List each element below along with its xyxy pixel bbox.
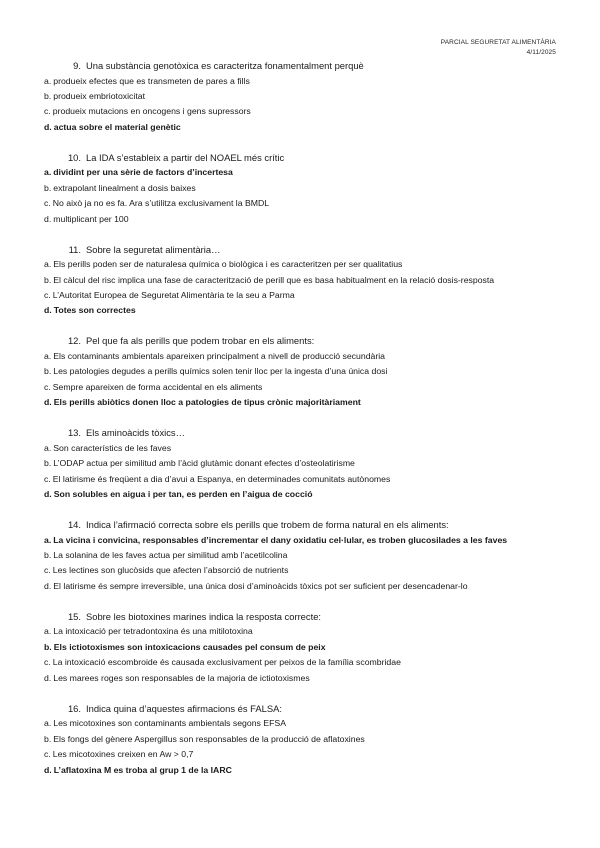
question-title bbox=[44, 242, 558, 258]
option-text: La intoxicació per tetradontoxina és una mitilotoxina bbox=[53, 626, 253, 637]
option-text: El latirisme és freqüent a dia d’avui a Espanya, en determinades comunitats autònomes bbox=[52, 473, 391, 484]
answer-option-correct bbox=[44, 165, 558, 180]
option-letter: a. bbox=[44, 351, 52, 362]
option-text: El càlcul del risc implica una fase de caracterització de perill que es basa habitualment en la relació dosis-resposta bbox=[53, 274, 495, 285]
option-letter: c. bbox=[44, 749, 51, 760]
option-text: actua sobre el material genètic bbox=[53, 121, 181, 132]
question-block bbox=[44, 242, 558, 319]
answer-option bbox=[44, 288, 558, 303]
option-letter: d. bbox=[44, 397, 52, 408]
option-text: No això ja no es fa. Ara s’utilitza exclusivament la BMDL bbox=[52, 198, 270, 209]
question-text: Una substància genotòxica es caracteritza fonamentalment perquè bbox=[86, 60, 364, 71]
option-text: Els fongs del gènere Aspergillus son responsables de la producció de aflatoxines bbox=[53, 733, 365, 744]
option-letter: a. bbox=[44, 626, 52, 637]
question-text: Indica quina d’aquestes afirmacions és FALSA: bbox=[86, 702, 282, 714]
option-text: Els contaminants ambientals apareixen principalment a nivell de producció secundària bbox=[53, 351, 386, 362]
option-letter: b. bbox=[44, 550, 52, 561]
option-text: Les marees roges son responsables de la majoria de ictiotoxismes bbox=[53, 672, 310, 683]
option-letter: c. bbox=[44, 106, 51, 117]
question-number: 12. bbox=[67, 335, 81, 347]
option-letter: b. bbox=[44, 366, 52, 377]
question-number: 9. bbox=[73, 60, 81, 71]
answer-option bbox=[44, 441, 558, 456]
question-title bbox=[44, 333, 558, 349]
question-list bbox=[44, 58, 558, 793]
option-text: L’ODAP actua per similitud amb l’àcid glutàmic donant efectes d’osteolatirisme bbox=[53, 458, 355, 469]
question-text: Indica l’afirmació correcta sobre els perills que trobem de forma natural en els aliments: bbox=[86, 519, 449, 531]
option-text: Els perills poden ser de naturalesa química o biològica i es caracteritzen per ser qualitatius bbox=[53, 259, 403, 270]
option-letter: a. bbox=[44, 534, 52, 545]
answer-option-correct bbox=[44, 763, 558, 778]
option-text: Son característics de les faves bbox=[53, 442, 172, 453]
answer-option bbox=[44, 74, 558, 89]
question-text: Els aminoàcids tòxics… bbox=[86, 427, 185, 439]
question-block bbox=[44, 517, 558, 594]
question-number: 14. bbox=[67, 519, 81, 531]
question-number: 16. bbox=[67, 702, 81, 714]
option-letter: a. bbox=[44, 442, 52, 453]
question-title bbox=[44, 701, 558, 717]
answer-option bbox=[44, 548, 558, 563]
question-title bbox=[44, 150, 558, 166]
option-letter: d. bbox=[44, 213, 52, 224]
option-text: La vicina i convicina, responsables d’incrementar el dany oxidatiu cel·lular, es troben glucosilades a les faves bbox=[53, 534, 508, 545]
option-text: Totes son correctes bbox=[53, 305, 136, 316]
option-letter: b. bbox=[44, 182, 52, 193]
question-block bbox=[44, 150, 558, 227]
option-letter: c. bbox=[44, 290, 51, 301]
question-block bbox=[44, 425, 558, 502]
option-letter: b. bbox=[44, 458, 52, 469]
option-letter: c. bbox=[44, 473, 51, 484]
answer-option bbox=[44, 456, 558, 471]
answer-option-correct bbox=[44, 303, 558, 318]
option-text: Les micotoxines creixen en Aw > 0,7 bbox=[52, 749, 194, 760]
question-block bbox=[44, 701, 558, 778]
question-block bbox=[44, 333, 558, 410]
answer-option bbox=[44, 196, 558, 211]
answer-option-correct bbox=[44, 395, 558, 410]
question-text: Sobre la seguretat alimentària… bbox=[86, 243, 221, 255]
option-text: produeix embriotoxicitat bbox=[53, 91, 145, 101]
answer-option-correct bbox=[44, 120, 558, 135]
option-text: dividint per una sèrie de factors d’incertesa bbox=[53, 167, 233, 178]
question-number: 10. bbox=[67, 151, 81, 163]
option-letter: a. bbox=[44, 718, 52, 729]
option-letter: d. bbox=[44, 764, 52, 775]
option-text: multiplicant per 100 bbox=[53, 213, 129, 224]
answer-option bbox=[44, 212, 558, 227]
answer-option bbox=[44, 104, 558, 119]
question-title bbox=[44, 58, 558, 74]
question-title bbox=[44, 609, 558, 625]
option-text: L’Autoritat Europea de Seguretat Alimentària te la seu a Parma bbox=[52, 290, 295, 301]
answer-option bbox=[44, 349, 558, 364]
option-text: Els perills abiòtics donen lloc a patologies de tipus crònic majoritàriament bbox=[53, 397, 361, 408]
question-title bbox=[44, 517, 558, 533]
option-letter: a. bbox=[44, 75, 52, 86]
question-text: La IDA s’estableix a partir del NOAEL més crític bbox=[86, 151, 285, 163]
answer-option bbox=[44, 181, 558, 196]
option-text: Les patologies degudes a perills químics solen tenir lloc per la ingesta d’una única dosi bbox=[53, 366, 388, 377]
question-number: 15. bbox=[67, 610, 81, 622]
option-letter: c. bbox=[44, 381, 51, 392]
answer-option-correct bbox=[44, 533, 558, 548]
option-letter: b. bbox=[44, 91, 52, 101]
question-text: Pel que fa als perills que podem trobar en els aliments: bbox=[86, 335, 315, 347]
option-text: L’aflatoxina M es troba al grup 1 de la IARC bbox=[53, 764, 232, 775]
option-text: produeix efectes que es transmeten de pares a fills bbox=[53, 75, 250, 86]
option-text: La solanina de les faves actua per similitud amb l’acetilcolina bbox=[53, 550, 288, 561]
question-block bbox=[44, 609, 558, 686]
option-letter: a. bbox=[44, 167, 52, 178]
answer-option bbox=[44, 747, 558, 762]
option-letter: d. bbox=[44, 580, 52, 591]
option-text: La intoxicació escombroide és causada exclusivament per peixos de la família scombridae bbox=[52, 657, 401, 668]
option-letter: d. bbox=[44, 672, 52, 683]
option-text: Els ictiotoxismes son intoxicacions causades pel consum de peix bbox=[53, 641, 326, 652]
answer-option bbox=[44, 563, 558, 578]
option-text: extrapolant linealment a dosis baixes bbox=[53, 182, 196, 193]
option-letter: a. bbox=[44, 259, 52, 270]
option-text: produeix mutacions en oncogens i gens supressors bbox=[52, 106, 251, 117]
option-letter: b. bbox=[44, 733, 52, 744]
option-letter: c. bbox=[44, 198, 51, 209]
option-letter: b. bbox=[44, 274, 52, 285]
answer-option bbox=[44, 472, 558, 487]
answer-option bbox=[44, 364, 558, 379]
option-text: El latirisme és sempre irreversible, una única dosi d’aminoàcids tòxics pot ser suficient per desencadenar-lo bbox=[53, 580, 468, 591]
option-text: Son solubles en aigua i per tan, es perden en l’aigua de cocció bbox=[53, 489, 313, 500]
option-letter: d. bbox=[44, 489, 52, 500]
answer-option-correct bbox=[44, 487, 558, 502]
document-title: PARCIAL SEGURETAT ALIMENTÀRIA bbox=[440, 39, 556, 46]
option-letter: c. bbox=[44, 657, 51, 668]
answer-option bbox=[44, 732, 558, 747]
document-date: 4/11/2025 bbox=[526, 49, 556, 56]
question-title bbox=[44, 425, 558, 441]
answer-option bbox=[44, 671, 558, 686]
answer-option bbox=[44, 273, 558, 288]
answer-option bbox=[44, 257, 558, 272]
answer-option bbox=[44, 380, 558, 395]
option-text: Sempre apareixen de forma accidental en els aliments bbox=[52, 381, 263, 392]
question-block bbox=[44, 58, 558, 135]
option-text: Les micotoxines son contaminants ambientals segons EFSA bbox=[53, 718, 287, 729]
page-header bbox=[441, 38, 556, 58]
question-number: 11. bbox=[68, 243, 81, 255]
answer-option bbox=[44, 579, 558, 594]
option-letter: d. bbox=[44, 305, 52, 316]
answer-option-correct bbox=[44, 640, 558, 655]
option-letter: b. bbox=[44, 641, 52, 652]
answer-option bbox=[44, 624, 558, 639]
option-letter: c. bbox=[44, 565, 51, 576]
answer-option bbox=[44, 89, 558, 104]
answer-option bbox=[44, 655, 558, 670]
option-letter: d. bbox=[44, 121, 52, 132]
option-text: Les lectines son glucòsids que afecten l’absorció de nutrients bbox=[52, 565, 289, 576]
question-text: Sobre les biotoxines marines indica la resposta correcte: bbox=[86, 610, 322, 622]
answer-option bbox=[44, 716, 558, 731]
question-number: 13. bbox=[67, 427, 81, 439]
